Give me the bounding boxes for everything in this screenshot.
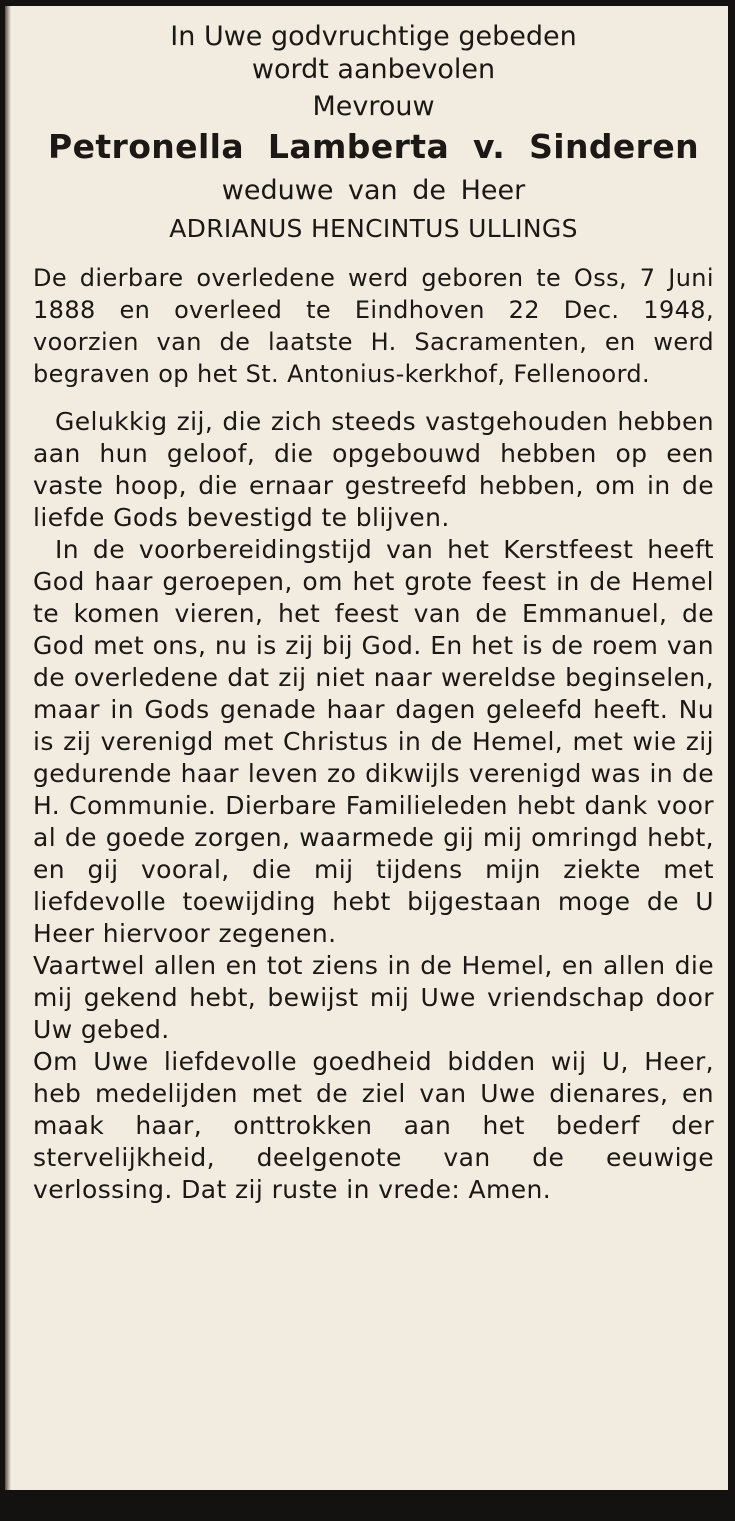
relation-line: weduwe van de Heer [221, 175, 526, 206]
scan-border [0, 1490, 735, 1521]
memorial-card [5, 6, 728, 1490]
biography: De dierbare overledene werd geboren te Oss, 7 Juni 1888 en overleed te Eindhoven 22 Dec. 1948, voorzien van de laatste H. Sacramenten, en werd begraven op het St. Antonius-kerkhof, Fellenoord. [33, 264, 714, 388]
paragraph-prayer: Om Uwe liefdevolle goedheid bidden wij U, Heer, heb medelijden met de ziel van Uwe dienares, en maak haar, onttrokken aan het bederf der stervelijkheid, deelgenote van de eeuwige verlossing. Dat zij ruste in vrede: Amen. [33, 1047, 714, 1204]
deceased-name: Petronella Lamberta v. Sinderen [47, 127, 699, 166]
paragraph-blessing: Gelukkig zij, die zich steeds vastgehouden hebben aan hun geloof, die opgebouwd hebben op een vaste hoop, die ernaar gestreefd hebben, om in de liefde Gods bevestigd te blijven. [33, 407, 714, 532]
husband-name: ADRIANUS HENCINTUS ULLINGS [169, 214, 578, 243]
paragraph-farewell: Vaartwel allen en tot ziens in de Hemel, en allen die mij gekend hebt, bewijst mij Uwe vriendschap door Uw gebed. [33, 951, 714, 1044]
intro-line-2: wordt aanbevolen [251, 54, 496, 85]
intro-line-1: In Uwe godvruchtige gebeden [170, 21, 577, 52]
honorific: Mevrouw [312, 91, 435, 122]
card-edge [5, 6, 11, 1490]
paragraph-christmas: In de voorbereidingstijd van het Kerstfeest heeft God haar geroepen, om het grote feest in de Hemel te komen vieren, het feest van de Emmanuel, de God met ons, nu is zij bij God. En het is de roem van de overledene dat zij niet naar wereldse beginselen, maar in Gods genade haar dagen geleefd heeft. Nu is zij verenigd met Christus in de Hemel, met wie zij gedurende haar leven zo dikwijls verenigd was in de H. Communie. Dierbare Familieleden hebt dank voor al de goede zorgen, waarmede gij mij omringd hebt, en gij vooral, die mij tijdens mijn ziekte met liefdevolle toewijding hebt bijgestaan moge de U Heer hiervoor zegenen. [33, 535, 714, 948]
